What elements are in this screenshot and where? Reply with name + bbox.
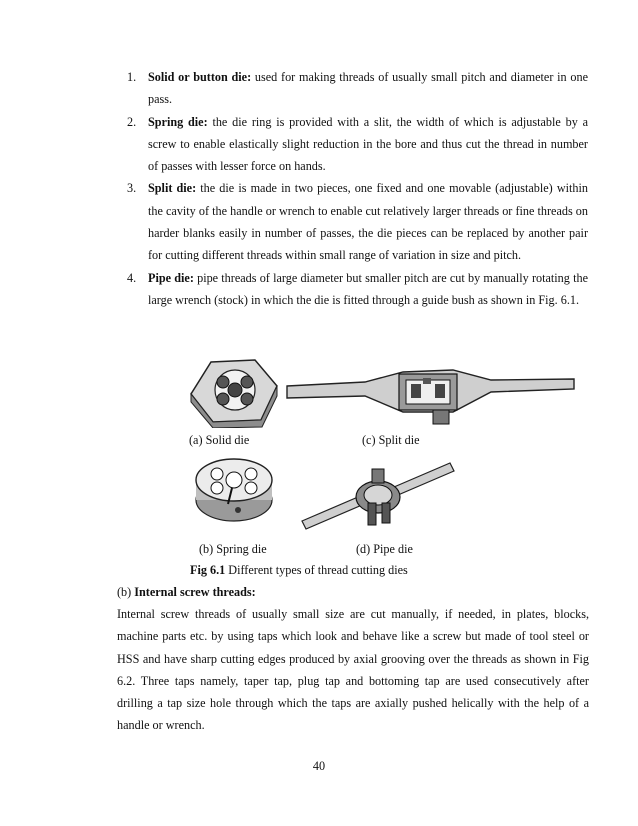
figure-caption-number: Fig 6.1 bbox=[190, 563, 226, 577]
list-number: 4. bbox=[127, 270, 137, 285]
page-number: 40 bbox=[312, 759, 326, 773]
list-item bbox=[118, 66, 588, 111]
list-text: pipe threads of large diameter but smaller pitch are cut by manually rotating the large wrench (stock) in which the die is fitted through a guide bush as shown in Fig. 6.1. bbox=[148, 270, 588, 307]
list-text: used for making threads of usually small pitch and diameter in one pass. bbox=[148, 70, 588, 107]
solid-die-image bbox=[185, 356, 283, 428]
section-title: Internal screw threads: bbox=[134, 585, 256, 599]
list-term: Split die: bbox=[148, 181, 197, 196]
list-item bbox=[118, 111, 588, 178]
figure-label-solid-die: (a) Solid die bbox=[189, 433, 250, 447]
list-term: Pipe die: bbox=[148, 270, 194, 285]
figure-caption bbox=[190, 563, 408, 578]
section-body: Internal screw threads of usually small size are cut manually, if needed, in plates, blocks, machine parts etc. by using taps which look and behave like a screw but made of tool steel or HSS and have sharp cutting edges produced by axial grooving over the threads as shown in Fig 6.2. Three taps namely, taper tap, plug tap and bottoming tap are used consecutively after drilling a tap size hole through which the taps are axially pushed helically with the help of a handle or wrench. bbox=[117, 607, 589, 733]
list-term: Spring die: bbox=[148, 114, 208, 129]
list-text: the die is made in two pieces, one fixed and one movable (adjustable) within the cavity of the handle or wrench to enable cut relatively larger threads or fine threads on harder blanks easily in number of passes, the die pieces can be replaced by another pair for cutting different threads within small range of variation in size and pitch. bbox=[148, 181, 588, 263]
figure-label-spring-die: (b) Spring die bbox=[199, 542, 267, 556]
spring-die-image bbox=[192, 456, 276, 524]
list-number: 2. bbox=[127, 114, 137, 129]
figure-label-pipe-die: (d) Pipe die bbox=[356, 542, 413, 556]
figure-label-split-die: (c) Split die bbox=[362, 433, 420, 447]
section-prefix: (b) bbox=[117, 585, 135, 599]
list-text: the die ring is provided with a slit, the width of which is adjustable by a screw to enable elastically slight reduction in the bore and thus cut the thread in number of passes with lesser force on hands. bbox=[148, 114, 588, 174]
list-item bbox=[118, 177, 588, 266]
figure-caption-text: Different types of thread cutting dies bbox=[225, 563, 408, 577]
list-term: Solid or button die: bbox=[148, 70, 252, 84]
section-heading bbox=[117, 581, 589, 603]
pipe-die-image bbox=[298, 455, 458, 539]
list-number: 1. bbox=[127, 70, 137, 84]
list-item bbox=[118, 267, 588, 312]
split-die-image bbox=[285, 352, 576, 432]
list-number: 3. bbox=[127, 181, 137, 196]
die-types-list bbox=[118, 66, 588, 311]
